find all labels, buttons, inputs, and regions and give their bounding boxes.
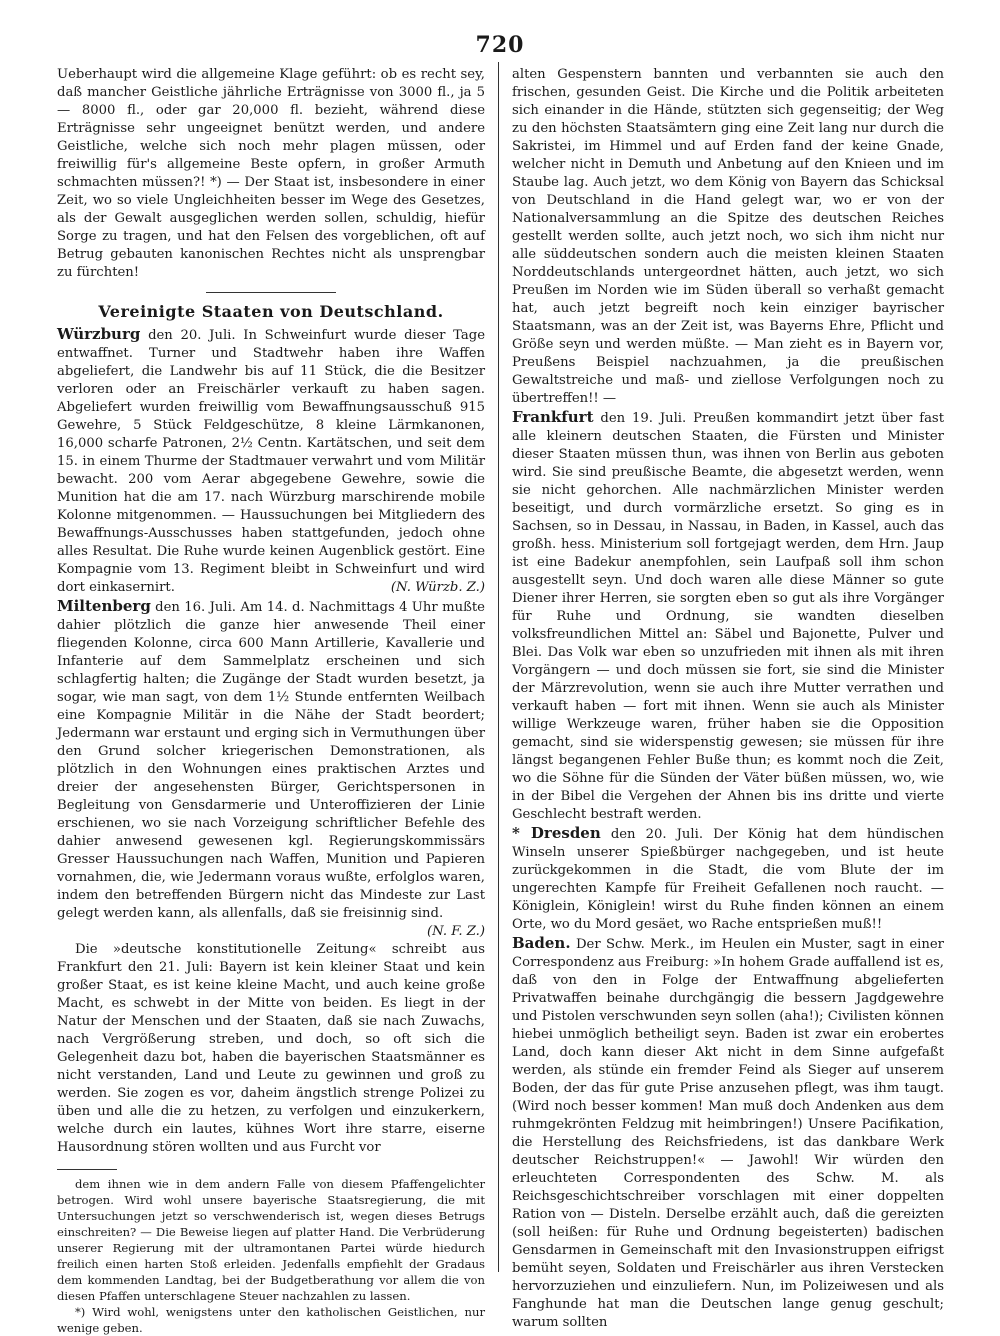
footnote-star: *) Wird wohl, wenigstens unter den katholischen Geistlichen, nur wenige geben. — [57, 1305, 485, 1335]
article-head-miltenberg: Miltenberg — [57, 597, 151, 615]
article-frankfurt-quote: Die »deutsche konstitutionelle Zeitung« schreibt aus Frankfurt den 21. Juli: Bayern ist kein kleiner Staat und kein großer Staat, es ist keine kleine Macht, und auch keine große Macht, es schwebt in der Mitte von beiden. Es liegt in der Natur der Menschen und der Staaten, daß sie nach Zuwachs, nach Vergrößerung streben, und doch, so oft sich die Gelegenheit dazu bot, haben die bayerischen Staatsmänner es nicht verstanden, Land und Leute zu gewinnen und groß zu werden. Sie zogen es vor, daheim ängstlich strenge Polizei zu üben und alle die zu hetzen, zu verfolgen und einzukerkern, welche durch ein lautes, kühnes Wort ihre starre, eiserne Hausordnung stören wollten und aus Furcht vor — [57, 942, 485, 1155]
right-column — [512, 66, 944, 1330]
article-text-dresden: Der König hat dem hündischen Winseln unserer Spießbürger nachgegeben, und ist heute zurückgekommen in die Stadt, die vom Blute der im ungerechten Kampfe für Freiheit Gefallenen noch raucht. — Königlein, Königlein! wirst du Ruhe finden können an einem Orte, wo du Mord gesäet, wo Rache entsprießen muß!! — [512, 827, 944, 932]
article-head-dresden: * Dresden — [512, 824, 601, 842]
article-head-baden: Baden. — [512, 934, 571, 952]
article-wuerzburg — [57, 325, 485, 597]
source-wuerzburg: (N. Würzb. Z.) — [390, 580, 485, 595]
dateline-frankfurt: den 19. Juli. — [600, 411, 687, 426]
article-text-miltenberg: Am 14. d. Nachmittags 4 Uhr mußte dahier plötzlich die ganze hier anwesende Theil einer fliegenden Kolonne, circa 600 Mann Artillerie, Kavallerie und Infanterie auf dem Sammelplatz erscheinen und sich schlagfertig halten; die Zugänge der Stadt wurden besetzt, ja sogar, wie man sagt, von dem 1½ Stunde entfernten Weilbach eine Kompagnie Militär in die Nähe der Stadt beordert; Jedermann war erstaunt und erging sich in Vermuthungen über den Grund solcher kriegerischen Demonstrationen, als plötzlich in den Wohnungen eines praktischen Arztes und dreier der angesehensten Bürger, Gerichtspersonen in Begleitung von Gensdarmerie und Unteroffizieren der Linie erschienen, wo sie nach Vorzeigung schriftlicher Befehle des dahier anwesend gewesenen kgl. Regierungskommissärs Gresser Haussuchungen nach Waffen, Munition und Papieren vornahmen, die, wie Jedermann voraus wußte, erfolglos waren, indem den betreffenden Bürgern nicht das Mindeste zur Last gelegt werden kann, als allenfalls, daß sie freisinnig sind. — [57, 600, 485, 921]
article-frankfurt — [512, 408, 944, 824]
article-text-wuerzburg: In Schweinfurt wurde dieser Tage entwaffnet. Turner und Stadtwehr haben ihre Waffen abgeliefert, die Landwehr bis auf 11 Stück, die die Besitzer verloren oder an Freischärler verkauft zu haben sagen. Abgeliefert wurden freiwillig vom Bewaffnungsausschuß 915 Gewehre, 5 Stück Feldgeschütze, 8 kleine Lärmkanonen, 16,000 scharfe Patronen, 2½ Centn. Kartätschen, und seit dem 15. in einem Thurme der Stadtmauer verwahrt und vom Militär bewacht. 200 vom Aerar abgegebene Gewehre, sowie die Munition hat die am 17. nach Würzburg marschirende mobile Kolonne mitgenommen. — Haussuchungen bei Mitgliedern des Bewaffnungs-Ausschusses haben stattgefunden, jedoch ohne alles Resultat. Die Ruhe wurde keinen Augenblick gestört. Eine Kompagnie vom 13. Regiment bleibt in Schweinfurt und wird dort einkasernirt. — [57, 328, 485, 595]
article-baden — [512, 934, 944, 1332]
dateline-miltenberg: den 16. Juli. — [155, 600, 236, 615]
article-dresden — [512, 824, 944, 934]
column-divider — [498, 62, 499, 1272]
dateline-wuerzburg: den 20. Juli. — [148, 328, 236, 343]
left-column — [57, 66, 485, 1335]
footnote-continued: dem ihnen wie in dem andern Falle von diesem Pfaffengelichter betrogen. Wird wohl unsere bayerische Staatsregierung, die mit Untersuchungen jetzt so verschwenderisch ist, wegen dieses Betrugs einschreiten? — Die Beweise liegen auf platter Hand. Die Verbrüderung unserer Regierung mit der ultramontanen Partei würde hiedurch freilich einen harten Stoß erleiden. Jedenfalls empfiehlt der Gradaus dem kommenden Landtag, bei der Budgetberathung vor allem die von diesen Pfaffen unterschlagene Steuer nachzahlen zu lassen. — [57, 1177, 485, 1303]
page-number: 720 — [475, 32, 525, 58]
article-head-frankfurt: Frankfurt — [512, 408, 594, 426]
section-rule — [206, 292, 336, 293]
article-miltenberg — [57, 597, 485, 939]
section-title: Vereinigte Staaten von Deutschland. — [98, 302, 444, 321]
source-miltenberg: (N. F. Z.) — [427, 924, 485, 939]
opening-paragraph: Ueberhaupt wird die allgemeine Klage geführt: ob es recht sey, daß mancher Geistliche jährliche Erträgnisse von 3000 fl., ja 5 — 8000 fl., oder gar 20,000 fl. bezieht, während diese Erträgnisse sehr ungeeignet benützt werden, und andere Geistliche, welche sich noch mehr plagen müssen, oder freiwillig für's allgemeine Beste opfern, in großer Armuth schmachten müssen?! *) — Der Staat ist, insbesondere in einer Zeit, wo so viele Ungleichheiten besser im Wege des Gesetzes, als der Gewalt ausgeglichen werden sollen, schuldig, hiefür Sorge zu tragen, und hat den Felsen des vorgeblichen, oft auf Betrug gebauten kanonischen Rechtes nicht als unsprengbar zu fürchten! — [57, 67, 485, 280]
dateline-dresden: den 20. Juli. — [610, 827, 704, 842]
article-text-frankfurt: Preußen kommandirt jetzt über fast alle kleinern deutschen Staaten, die Fürsten und Minister dieser Staaten müssen thun, was ihnen von Berlin aus geboten wird. Sie sind preußische Beamte, die abgesetzt werden, wenn sie nicht gehorchen. Alle nachmärzlichen Minister werden beseitigt, und durch vormärzliche ersetzt. So ging es in Sachsen, so in Dessau, in Nassau, in Baden, in Kassel, auch das großh. hess. Ministerium soll fortgejagt werden, dem Hrn. Jaup ist eine Badekur anempfohlen, sein Laufpaß soll ihm schon ausgestellt seyn. Und doch waren alle diese Männer so gute Diener ihrer Herren, sie sorgten eben so gut als ihre Vorgänger für Ruhe und Ordnung, sie wandten dieselben volksfreundlichen Mittel an: Säbel und Bajonette, Pulver und Blei. Das Volk war eben so unzufrieden mit ihnen als mit ihren Vorgängern — und doch müssen sie fort, sie sind die Minister der Märzrevolution, wenn sie auch ihre Mutter verrathen und verkauft haben — fort mit ihnen. Wenn sie auch als Minister willige Werkzeuge waren, früher haben sie die Opposition gemacht, sind sie widerspenstig gewesen; sie müssen für ihre längst begangenen Fehler Buße thun; es kommt noch die Zeit, wo die Söhne für die Sünden der Väter büßen müssen, wo, wie in der Bibel die Vergehen der Ahnen bis ins dritte und vierte Geschlecht bestraft werden. — [512, 411, 944, 822]
footnote-rule — [57, 1169, 117, 1170]
article-text-baden: Der Schw. Merk., im Heulen ein Muster, sagt in einer Correspondenz aus Freiburg: »In hohem Grade auffallend ist es, daß von den in Folge der Entwaffnung abgelieferten Privatwaffen beinahe durchgängig die bessern Jagdgewehre und Pistolen verschwunden seyn sollen (aha!); Civilisten können hiebei unmöglich betheiligt seyn. Baden ist zwar ein erobertes Land, doch kann dieser Akt nicht in dem Sinne aufgefaßt werden, als stünde ein fremder Feind als Sieger auf unserem Boden, der das für gute Prise anzusehen pflegt, was ihm taugt. (Wird noch besser kommen! Man muß doch Andenken aus dem ruhmgekrönten Feldzug mit heimbringen!) Unsere Pacifikation, die Herstellung des Reichsfriedens, ist das dankbare Werk deutscher Reichstruppen!« — Jawohl! Wir würden den erleuchteten Correspondenten des Schw. M. als Reichsgeschichtschreiber vorschlagen mit einer doppelten Ration von — Disteln. Derselbe erzählt auch, daß die gereizten (soll heißen: für Ruhe und Ordnung begeisterten) badischen Gensdarmen in Gemeinschaft mit den Invasionstruppen eifrigst bemüht seyen, Soldaten und Freischärler aus ihren Verstecken hervorzuziehen und einzuliefern. Nun, im Polizeiwesen und als Fanghunde hat man die Deutschen lange genug geschult; warum sollten — [512, 937, 944, 1330]
article-head-wuerzburg: Würzburg — [57, 325, 141, 343]
continued-paragraph: alten Gespenstern bannten und verbannten sie auch den frischen, gesunden Geist. Die Kirche und die Politik arbeiteten sich einander in die Hände, stützten sich gegenseitig; der Weg zu den höchsten Staatsämtern ging eine Zeit lang nur durch die Sakristei, im Himmel und auf Erden fand der keine Gnade, welcher nicht in Demuth und Anbetung auf den Knieen und im Staube lag. Auch jetzt, wo dem König von Bayern das Schicksal von Deutschland in die Hand gelegt war, wo er von der Nationalversammlung an die Spitze des deutschen Reiches gestellt werden sollte, auch jetzt noch, wo sich ihm nicht nur alle süddeutschen sondern auch die meisten kleinen Staaten Norddeutschlands untergeordnet hätten, auch jetzt, wo sich Preußen im Norden wie im Süden überall so verhaßt gemacht hat, auch jetzt begreift noch kein einziger bayrischer Staatsmann, was an der Zeit ist, was Bayerns Ehre, Pflicht und Größe seyn und werden müßte. — Man zieht es in Bayern vor, Preußens Beispiel nachzuahmen, ja die preußischen Gewaltstreiche und maß- und ziellose Verfolgungen noch zu übertreffen!! — — [512, 67, 944, 406]
